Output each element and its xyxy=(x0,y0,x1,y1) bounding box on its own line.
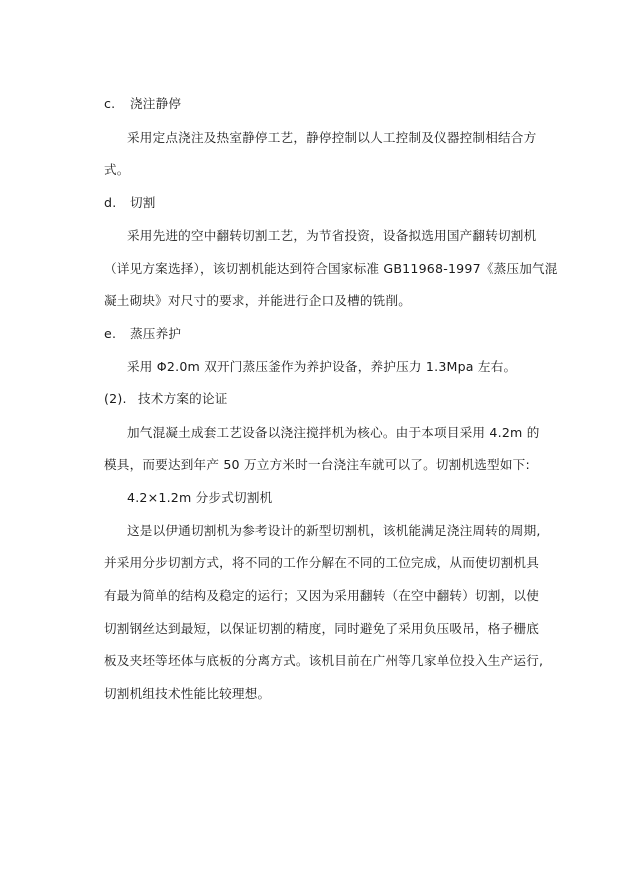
section-d-marker: d. xyxy=(104,195,117,210)
section-d-line-1: 采用先进的空中翻转切割工艺，为节省投资，设备拟选用国产翻转切割机 xyxy=(127,228,537,243)
section-2-marker: (2). xyxy=(104,391,127,406)
para-line-3: 有最为简单的结构及稳定的运行；又因为采用翻转（在空中翻转）切割，以使 xyxy=(104,588,539,603)
section-e-marker: e. xyxy=(104,326,117,341)
section-e-line-1: 采用 Φ2.0m 双开门蒸压釜作为养护设备，养护压力 1.3Mpa 左右。 xyxy=(127,359,517,374)
section-d-title: 切割 xyxy=(130,195,156,210)
section-2-line-1: 加气混凝土成套工艺设备以浇注搅拌机为核心。由于本项目采用 4.2m 的 xyxy=(127,425,540,440)
para-line-5: 板及夹坯等坯体与底板的分离方式。该机目前在广州等几家单位投入生产运行, xyxy=(104,653,544,668)
section-d-heading xyxy=(104,195,156,211)
section-e-heading xyxy=(104,326,181,342)
para-line-1: 这是以伊通切割机为参考设计的新型切割机，该机能满足浇注周转的周期, xyxy=(127,523,541,538)
section-c-line-2: 式。 xyxy=(104,162,130,177)
section-c-line-1: 采用定点浇注及热室静停工艺，静停控制以人工控制及仪器控制相结合方 xyxy=(127,130,537,145)
section-e-title: 蒸压养护 xyxy=(130,326,182,341)
para-line-4: 切割钢丝达到最短，以保证切割的精度，同时避免了采用负压吸吊，格子栅底 xyxy=(104,621,539,636)
para-line-6: 切割机组技术性能比较理想。 xyxy=(104,686,271,701)
section-d-line-3: 凝土砌块》对尺寸的要求，并能进行企口及槽的铣削。 xyxy=(104,293,412,308)
section-2-line-2: 模具，而要达到年产 50 万立方米时一台浇注车就可以了。切割机选型如下: xyxy=(104,457,530,472)
para-line-2: 并采用分步切割方式，将不同的工作分解在不同的工位完成，从而使切割机具 xyxy=(104,555,539,570)
section-c-marker: c. xyxy=(104,96,116,111)
section-2-heading xyxy=(104,391,228,407)
section-c-title: 浇注静停 xyxy=(130,96,182,111)
section-d-line-2: （详见方案选择），该切割机能达到符合国家标准 GB11968-1997《蒸压加气混 xyxy=(104,261,558,276)
section-c-heading xyxy=(104,96,181,112)
subheading: 4.2×1.2m 分步式切割机 xyxy=(127,490,273,505)
section-2-title: 技术方案的论证 xyxy=(138,391,228,406)
